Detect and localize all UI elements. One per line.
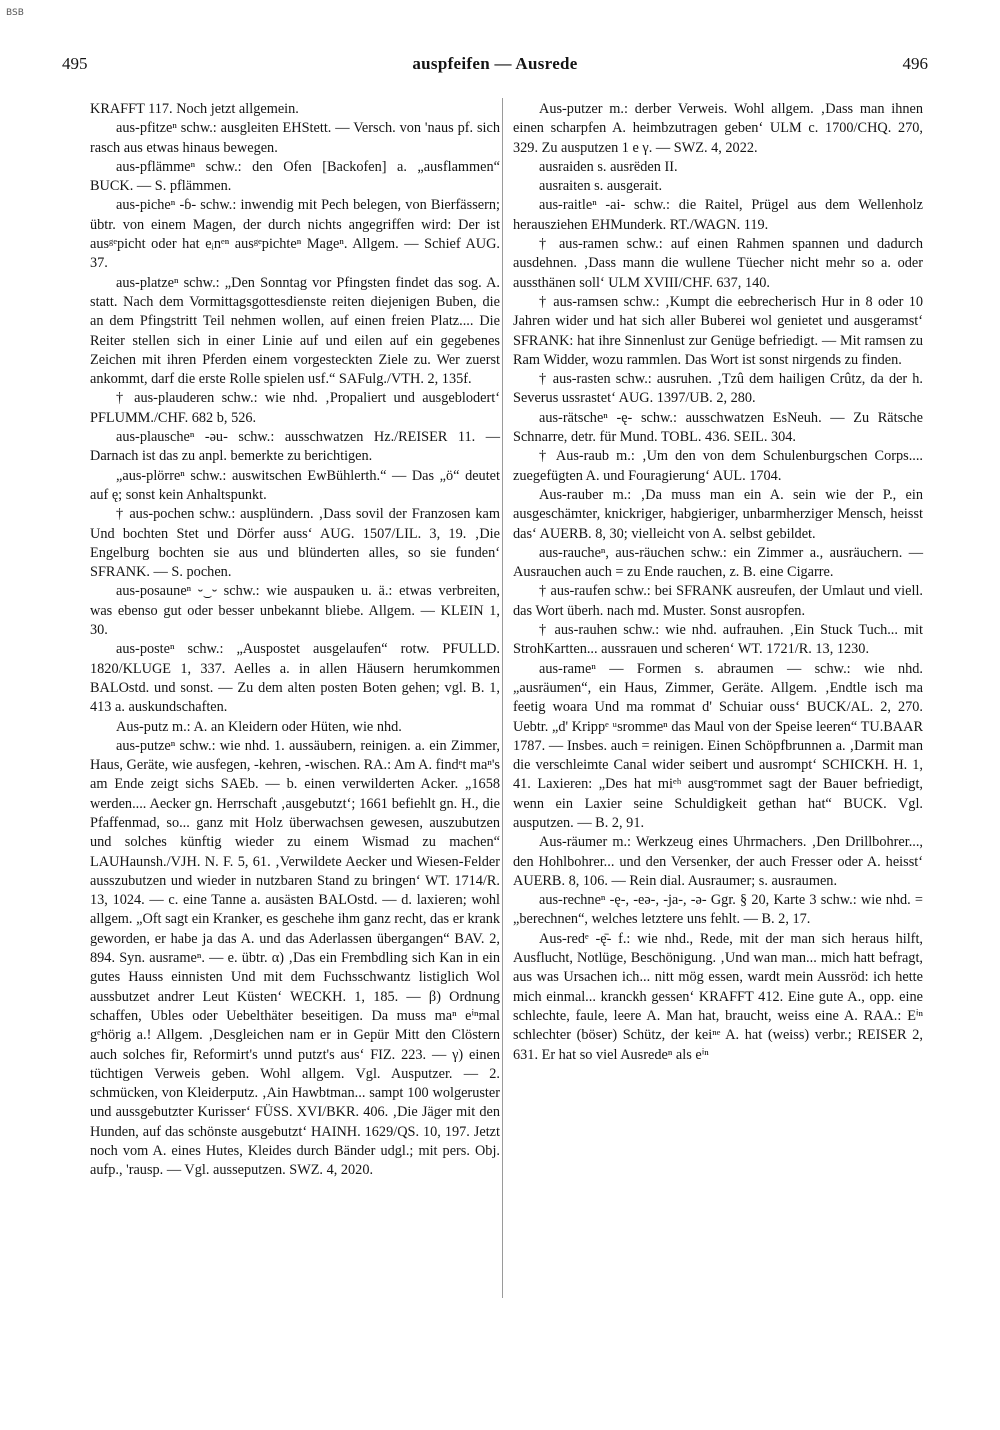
dictionary-entry: aus-raucheⁿ, aus-räuchen schw.: ein Zimmer a., ausräuchern. — Ausrauchen auch = zu Ende rauchen, z. B. eine Cigarre.: [513, 544, 923, 581]
dictionary-entry: † aus-ramsen schw.: ‚Kumpt die eebrecherisch Hur in 8 oder 10 Jahren wider und hat sich aller Buberei wol genietet und ausgeramst‘ SFRANK: hat ihre Sinnenlust zur Genüge befriedigt. — Mit ramsen zu Ram Widder, wozu rammlen. Das Wort ist sonst nirgends zu finden.: [513, 293, 923, 368]
dictionary-entry: Aus-rauber m.: ‚Da muss man ein A. sein wie der P., ein ausgeschämter, knickriger, habgieriger, unbarmherziger Mensch, heisst das‘ AUERB. 8, 30; vielleicht von A. selbst gebildet.: [513, 486, 923, 542]
dictionary-entry: † aus-rasten schw.: ausruhen. ‚Tzû dem hailigen Crûtz, da der h. Severus ussrastet‘ AUG. 1397/UB. 2, 280.: [513, 371, 923, 407]
dictionary-entry: aus-picheⁿ -ɓ- schw.: inwendig mit Pech belegen, von Bierfässern; übtr. von einem Magen, der durch nichts angegriffen wird: Der ist ausᵍᵉpicht oder hat eᵢnᵉⁿ ausᵍᵉpichteⁿ Mageⁿ. Allgem. — Schief AUG. 37.: [90, 197, 500, 272]
dictionary-entry: aus-posauneⁿ ⏑‿⏑ schw.: wie auspauken u. ä.: etwas verbreiten, was ebenso gut oder besser unbekannt bliebe. Allgem. — KLEIN 1, 30.: [90, 583, 500, 639]
dictionary-entry: „aus-plörreⁿ schw.: auswitschen EwBühlerth.“ — Das „ö“ deutet auf ę; sonst kein Anhaltspunkt.: [90, 467, 500, 503]
dictionary-entry: aus-pfitzeⁿ schw.: ausgleiten EHStett. — Versch. von 'naus pf. sich rasch aus etwas hinaus bewegen.: [90, 120, 500, 156]
dictionary-entry: † aus-raufen schw.: bei SFRANK ausreufen, der Umlaut und viell. das Wort überh. nach md. Muster. Sonst ausropfen.: [513, 583, 923, 619]
dictionary-entry: † aus-plauderen schw.: wie nhd. ‚Propaliert und ausgeblodert‘ PFLUMM./CHF. 682 b, 526.: [90, 390, 500, 426]
dictionary-entry: † aus-pochen schw.: ausplündern. ‚Dass sovil der Franzosen kam Und bochten Stet und Dörfer auss‘ AUG. 1507/LIL. 3, 19. ‚Die Engelburg bochten sie aus und blünderten alles, so sie funden‘ SFRANK. — S. pochen.: [90, 506, 500, 581]
left-column: [90, 100, 500, 1181]
dictionary-entry: aus-rameⁿ — Formen s. abraumen — schw.: wie nhd. „ausräumen“, ein Haus, Zimmer, Geräte. Allgem. ‚Endtle isch ma feetig woara Und ma rommat d' Schuiar ouss‘ BUCK/AL. 2, 270. Uebtr. „d' Krippᵉ ᵘsrommeⁿ das Maul von der Speise leeren“ TU.BAAR 1787. — Insbes. auch = reinigen. Einen Schöpfbrunnen a. ‚Darmit man die verschleimte Canal wider seibert und ausrompt‘ SCHICKH. H. 1, 41. Laxieren: „Des hat miᵉʰ ausgᵉrommet sagt der Bauer befriedigt, wenn ein Laxier seine Schuldigkeit gethan hat“ BUCK. Vgl. ausputzen. — B. 2, 91.: [513, 660, 923, 831]
page-header: [62, 54, 928, 82]
page-number-left: 495: [62, 54, 88, 73]
dictionary-entry: aus-putzeⁿ schw.: wie nhd. 1. aussäubern, reinigen. a. ein Zimmer, Haus, Geräte, wie ausfegen, -kehren, -wischen. RA.: Am A. findᵉt maⁿ's am Ende zeigt sichs SAEb. — b. einen verwilderten Acker. „1658 werden.... Aecker gn. Herrschaft ‚ausgebutzt‘; 1661 befiehlt gn. H., die Pfaffenmad, so... ganz mit Holz überwachsen gewesen, auszubutzen und solches künftig wieder zu einem Wismad zu machen“ LAUHaunsh./VJH. N. F. 5, 61. ‚Verwildete Aecker und Wiesen-Felder ausszubutzen und wieder in nutzbaren Stand zu bringen‘ WT. 1714/R. 13, 1024. — c. eine Tanne a. ausästen BALOstd. — d. laxieren; wohl allgem. „Oft sagt ein Kranker, es geschehe ihm ganz recht, das er krank geworden, er habe ja das A. und das Aderlassen übergangen“ BAV. 2, 894. Syn. ausrameⁿ. — e. übtr. α) ‚Das ein Frembdling sich Kan in ein gutes Hauss einnisten Und mit dem Fuchsschwantz listiglich Wol aussbutzet andrer Leut Küsten‘ WECKH. 1, 185. — β) Ordnung schaffen, Ubles oder Uebelthäter beseitigen. Da muss maⁿ eⁱⁿmal gᵉhörig a.! Allgem. ‚Desgleichen nam er in Gepür Mitt den Clöstern auch solches fir, Reformirt's unnd putzt's aus‘ FIZ. 223. — γ) einen tüchtigen Verweis geben. Wohl allgem. Vgl. Ausputzer. — 2. schmücken, von Kleiderputz. ‚Ain Hawbtman... sampt 100 wolgeruster und aussgebutzter Kurisser‘ FÜSS. XVI/BKR. 406. ‚Die Jäger mit den Hunden, auf das schönste ausgebutzt‘ HAINH. 1629/QS. 10, 197. Jetzt noch vom A. eines Hutes, Kleides durch Bänder udgl.; mit pers. Obj. aufp., 'rausp. — Vgl. ausseputzen. SWZ. 4, 2020.: [90, 737, 500, 1179]
dictionary-entry: † aus-ramen schw.: auf einen Rahmen spannen und dadurch ausdehnen. ‚Dass mann die wullene Tüecher nicht mehr so a. oder aussthänen soll‘ ULM XVIII/CHF. 637, 140.: [513, 236, 923, 291]
dictionary-entry: KRAFFT 117. Noch jetzt allgemein.: [90, 101, 299, 117]
dictionary-entry: aus-posteⁿ schw.: „Auspostet ausgelaufen“ rotw. PFULLD. 1820/KLUGE 1, 337. Aelles a. in allen Häusern herumkommen BALOstd. und sonst. — Zu dem alten posten Boten gehen; vgl. B. 1, 413 a. auskundschaften.: [90, 641, 500, 716]
dictionary-entry: aus-raitleⁿ -ai- schw.: die Raitel, Prügel aus dem Wellenholz herausziehen EHMunderk. RT./WAGN. 119.: [513, 197, 923, 233]
right-column: [513, 100, 923, 1065]
library-stamp: BSB: [6, 8, 24, 18]
dictionary-entry: aus-pflämmeⁿ schw.: den Ofen [Backofen] a. „ausflammen“ BUCK. — S. pflämmen.: [90, 158, 500, 195]
dictionary-entry: † aus-rauhen schw.: wie nhd. aufrauhen. ‚Ein Stuck Tuch... mit StrohKartten... aussrauen und scheren‘ WT. 1721/R. 13, 1230.: [513, 622, 923, 658]
dictionary-entry: aus-platzeⁿ schw.: „Den Sonntag vor Pfingsten findet das sog. A. statt. Nach dem Vormittagsgottesdienste reiten diejenigen Buben, die an dem Pfingstritt Teil nehmen wollen, auf einen freien Platz.... Die Reiter stellen sich in einer Linie auf und eilen auf ein gegebenes Zeichen mit ihren Pferden einem vorgesteckten Ziele zu. Wer zuerst ankommt, darf die erste Rolle spielen usf.“ SAFulg./VTH. 2, 135f.: [90, 274, 500, 388]
dictionary-entry: ausraiten s. ausgerait.: [539, 178, 663, 195]
column-divider: [502, 98, 503, 1298]
dictionary-entry: Aus-räumer m.: Werkzeug eines Uhrmachers. ‚Den Drillbohrer..., den Hohlbohrer... und den Versenker, der auch Fresser oder A. heisst‘ AUERB. 8, 106. — Rein dial. Ausraumer; s. ausraumen.: [513, 834, 923, 889]
dictionary-entry: Aus-putz m.: A. an Kleidern oder Hüten, wie nhd.: [116, 718, 402, 735]
dictionary-entry: aus-rechneⁿ -ę-, -eə-, -ja-, -ə- Ggr. § 20, Karte 3 schw.: wie nhd. = „berechnen“, welches letztere uns fehlt. — B. 2, 17.: [513, 892, 923, 928]
page-number-right: 496: [902, 54, 928, 73]
dictionary-entry: aus-plauscheⁿ -əu- schw.: ausschwatzen Hz./REISER 11. — Darnach ist das zu anpl. bemerkte zu berichtigen.: [90, 429, 500, 465]
dictionary-entry: aus-rätscheⁿ -ę- schw.: ausschwatzen EsNeuh. — Zu Rätsche Schnarre, detr. für Mund. TOBL. 436. SEIL. 304.: [513, 409, 923, 446]
dictionary-entry: † Aus-raub m.: ‚Um den von dem Schulenburgschen Corps.... zuegefügten A. und Fouragierung‘ AUL. 1704.: [513, 448, 923, 484]
dictionary-entry: Aus-redᵉ -ę̄- f.: wie nhd., Rede, mit der man sich heraus hilft, Ausflucht, Notlüge, Beschönigung. ‚Und wan man... mich hatt befragt, aus was Ursachen ich... nitt mög essen, wardt mein Aussröd: ich hette mich einmal... kranckh gessen‘ KRAFFT 412. Eine gute A., opp. eine schlechte, faule, leere A. Man hat, braucht, weiss eine A. RAA.: Eⁱⁿ schlechter (böser) Schütz, der keiⁿᵉ A. hat (weiss) verbr.; REISER 2, 631. Er hat so viel Ausredeⁿ als eⁱⁿ: [513, 930, 923, 1063]
dictionary-entry: ausraiden s. ausrëden II.: [539, 158, 678, 175]
dictionary-entry: Aus-putzer m.: derber Verweis. Wohl allgem. ‚Dass man ihnen einen scharpfen A. heimbzutragen geben‘ ULM c. 1700/CHQ. 270, 329. Zu ausputzen 1 e γ. — SWZ. 4, 2022.: [513, 101, 923, 156]
running-title: auspfeifen — Ausrede: [412, 54, 578, 73]
